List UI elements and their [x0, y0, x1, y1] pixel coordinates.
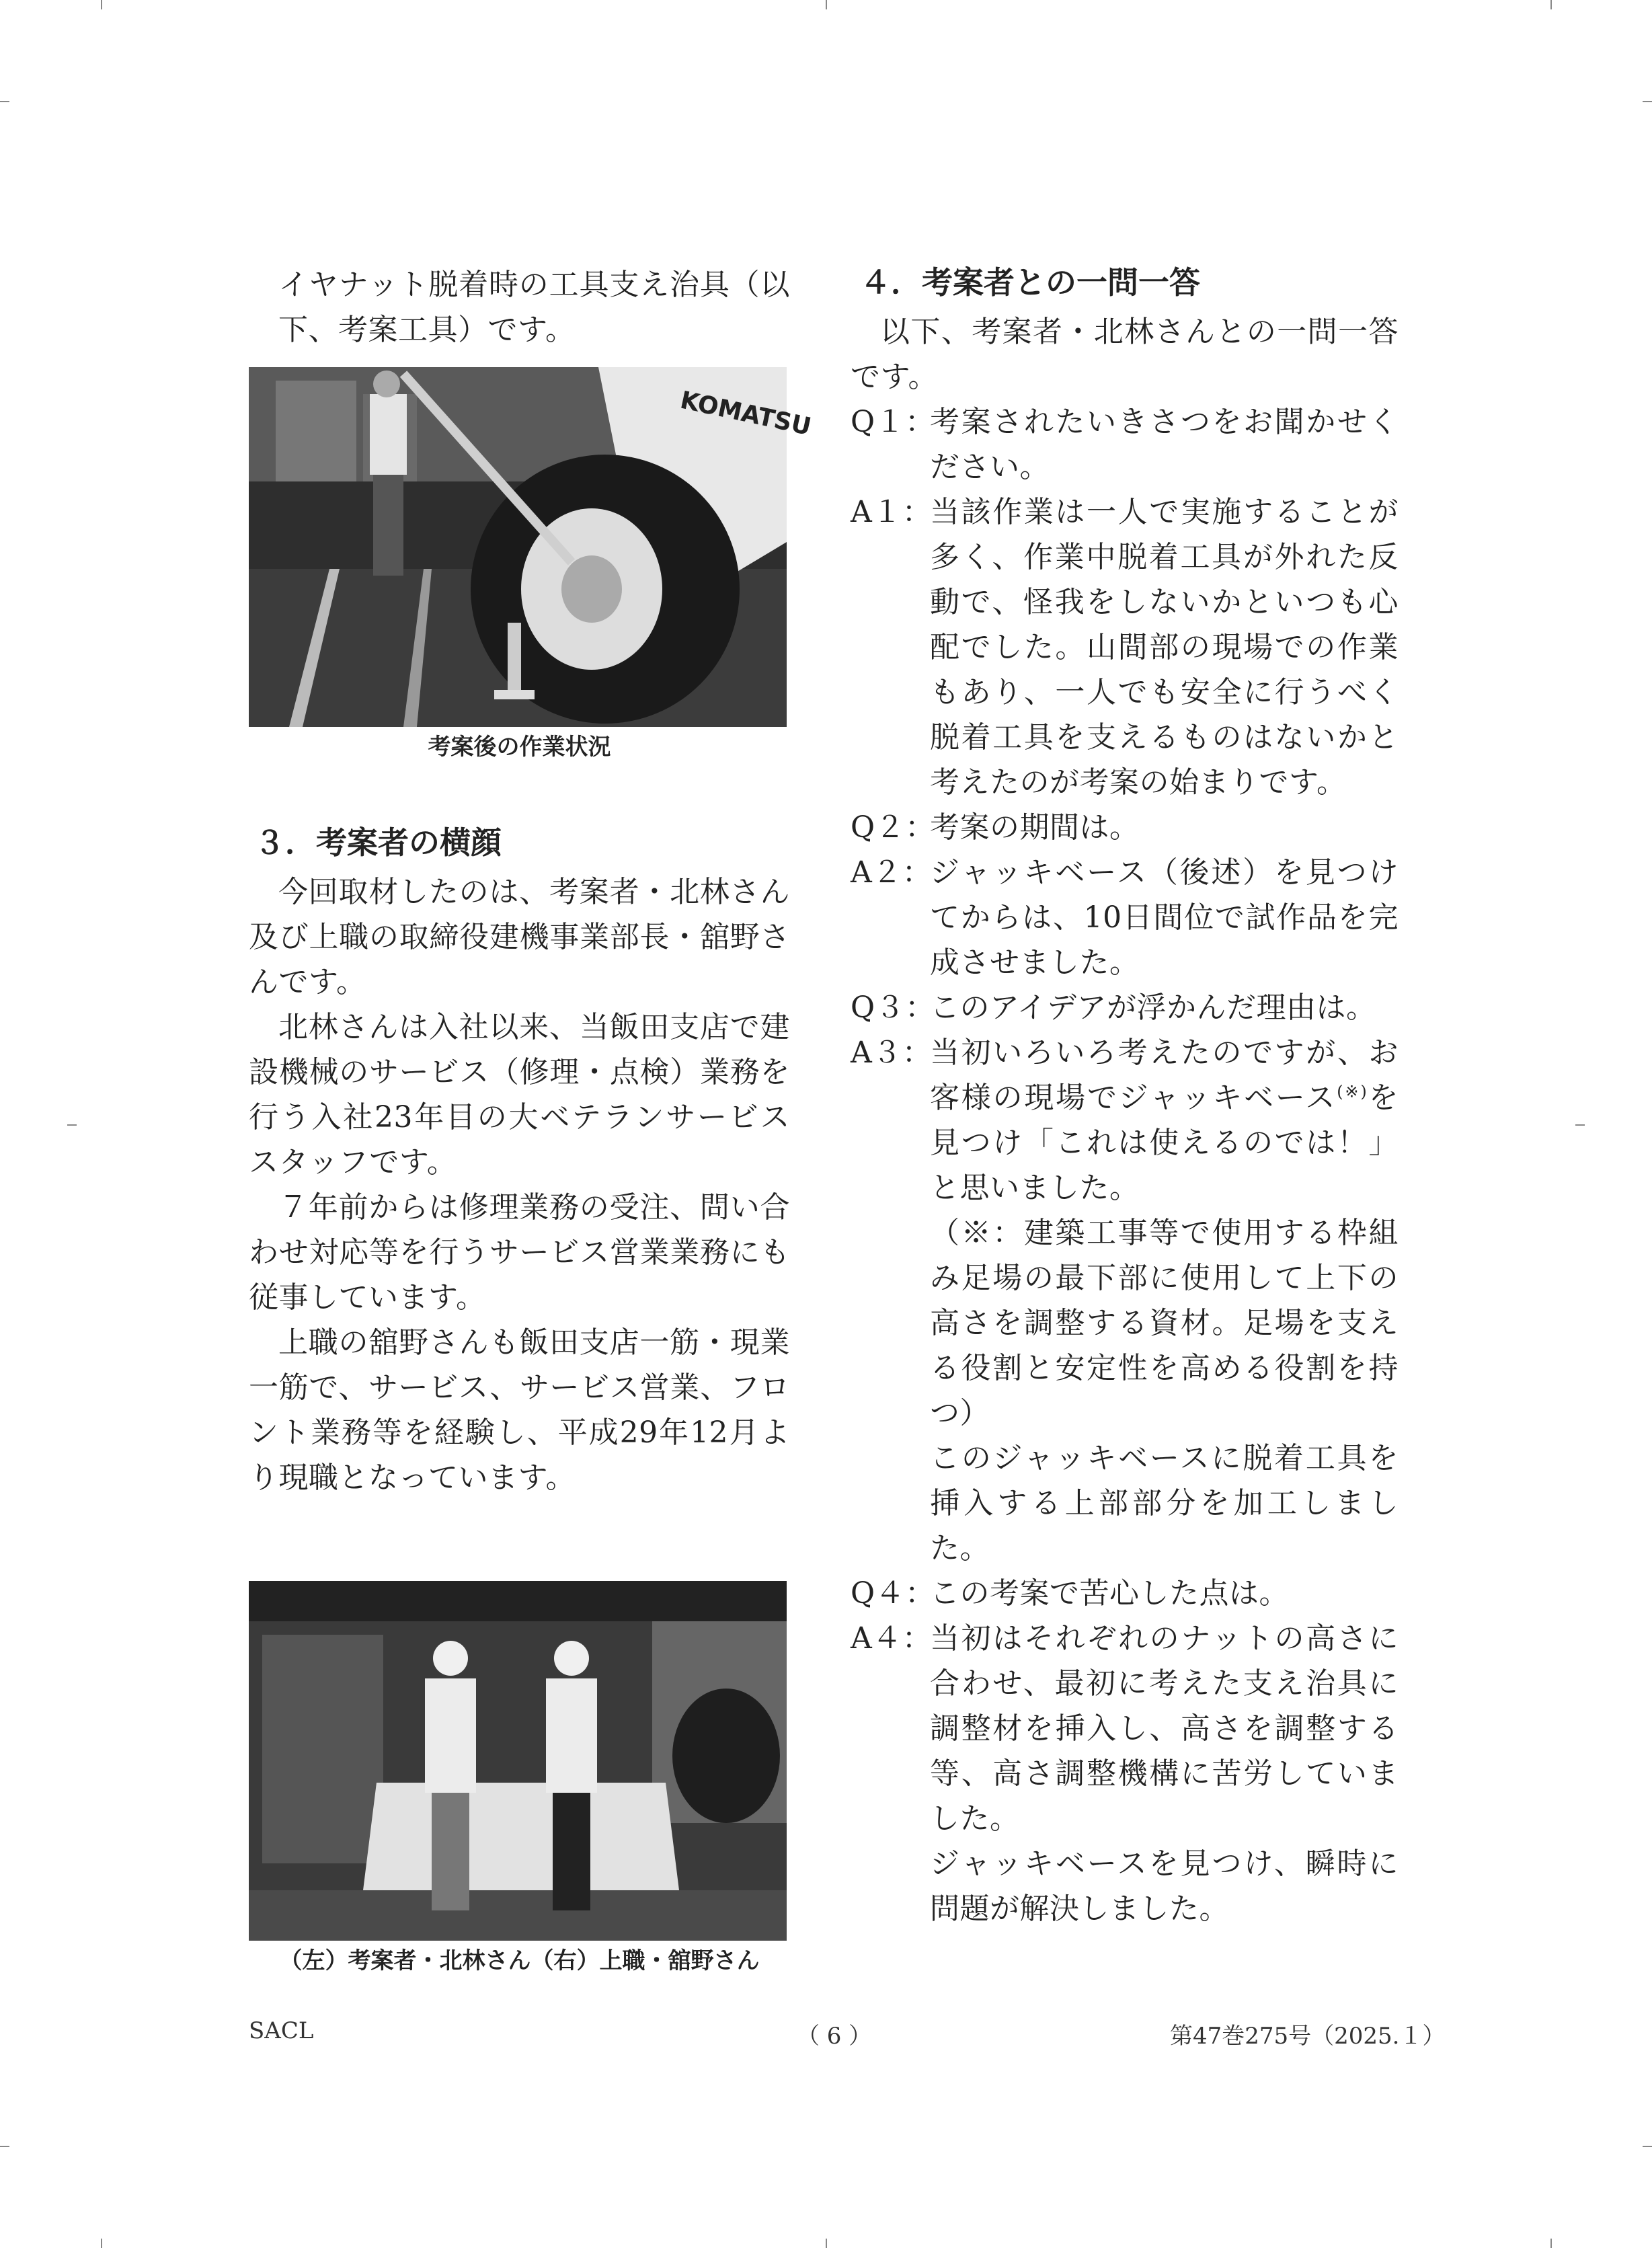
crop-mark: [1643, 2146, 1652, 2147]
crop-mark: [0, 101, 9, 102]
crop-mark: [1575, 1124, 1585, 1126]
footer-journal: SACL: [249, 2017, 314, 2044]
section3-paragraph: ７年前からは修理業務の受注、問い合わせ対応等を行うサービス営業業務にも従事しています。: [249, 1190, 790, 1315]
footer-page-number: （ 6 ）: [797, 2023, 872, 2050]
section3-paragraph: 北林さんは入社以来、当飯田支店で建設機械のサービス（修理・点検）業務を行う入社23年目の大ベテランサービススタッフです。: [249, 1010, 790, 1179]
qa-text: 考案の期間は。: [930, 810, 1140, 845]
crop-mark: [101, 2239, 102, 2248]
section4-heading: ４．考案者との一問一答: [860, 264, 1200, 301]
section3-paragraph: 今回取材したのは、考案者・北林さん及び上職の取締役建機事業部長・舘野さんです。: [249, 875, 790, 999]
qa-label: A１：: [851, 495, 933, 529]
qa-item: [851, 490, 1399, 805]
qa-text: 当該作業は一人で実施することが多く、作業中脱着工具が外れた反動で、怪我をしないかといつも心配でした。山間部の現場での作業もあり、一人でも安全に行うべく脱着工具を支えるものはないかと考えたのが考案の始まりです。: [930, 495, 1399, 800]
qa-label: Q３：: [851, 991, 935, 1025]
a3-text-before: 当初いろいろ考えたのですが、お客様の現場でジャッキベース: [930, 1036, 1399, 1115]
right-column: [851, 262, 1399, 1931]
a4-continuation: ジャッキベースを見つけ、瞬時に問題が解決しました。: [930, 1847, 1399, 1926]
a3-continuation: このジャッキベースに脱着工具を挿入する上部部分を加工しました。: [930, 1441, 1399, 1565]
crop-mark: [0, 2146, 9, 2147]
qa-text: ジャッキベース（後述）を見つけてからは、10日間位で試作品を完成させました。: [930, 855, 1399, 980]
qa-item: [851, 805, 1399, 850]
qa-text: この考案で苦心した点は。: [930, 1576, 1289, 1611]
brand-text: KOMATSU: [678, 386, 814, 441]
a3-note: （※：建築工事等で使用する枠組み足場の最下部に使用して上下の高さを調整する資材。足場を支える役割と安定性を高める役割を持つ）: [930, 1216, 1399, 1430]
qa-item: [851, 985, 1399, 1030]
qa-label: A３：: [851, 1036, 933, 1070]
qa-label: Q２：: [851, 810, 935, 845]
qa-label: A２：: [851, 855, 933, 890]
crop-mark: [101, 0, 102, 9]
qa-text: [930, 1030, 1399, 1210]
qa-label: Q４：: [851, 1576, 935, 1611]
qa-item-a3: [851, 1030, 1399, 1210]
qa-item: [851, 1571, 1399, 1616]
photo1-caption: 考案後の作業状況: [428, 734, 611, 761]
crop-mark: [1643, 101, 1652, 102]
qa-label: A４：: [851, 1621, 933, 1656]
qa-item: [851, 850, 1399, 985]
intro-paragraph: イヤナット脱着時の工具支え治具（以下、考案工具）です。: [278, 268, 790, 347]
photo2-caption: （左）考案者・北林さん（右）上職・舘野さん: [279, 1947, 760, 1974]
footnote-mark: (※): [1337, 1082, 1368, 1101]
qa-item: [851, 399, 1399, 490]
qa-item: [851, 1616, 1399, 1841]
section3-paragraph: 上職の舘野さんも飯田支店一筋・現業一筋で、サービス、サービス営業、フロント業務等を経験し、平成29年12月より現職となっています。: [249, 1325, 790, 1495]
qa-label: Q１：: [851, 405, 935, 439]
photo-wheel-loader-illustration: [249, 367, 814, 727]
photo-two-staff-illustration: [249, 1581, 787, 1941]
a3-text-after: を見つけ「これは使えるのでは！」と思いました。: [930, 1081, 1399, 1205]
crop-mark: [1550, 0, 1552, 9]
left-column: [249, 262, 814, 1977]
qa-text: 当初はそれぞれのナットの高さに合わせ、最初に考えた支え治具に調整材を挿入し、高さを調整する等、高さ調整機構に苦労していました。: [930, 1621, 1399, 1836]
section4-intro: 以下、考案者・北林さんとの一問一答です。: [851, 315, 1399, 394]
photo-staff-portrait: [249, 1581, 787, 1941]
crop-mark: [826, 0, 827, 9]
qa-text: 考案されたいきさつをお聞かせください。: [930, 405, 1399, 484]
crop-mark: [1550, 2239, 1552, 2248]
section3-heading: ３．考案者の横顔: [254, 824, 502, 861]
photo-work-after: [249, 367, 814, 727]
qa-text: このアイデアが浮かんだ理由は。: [930, 991, 1376, 1025]
crop-mark: [826, 2239, 827, 2248]
crop-mark: [67, 1124, 77, 1126]
footer-issue: 第47巻275号（2025.１）: [1170, 2023, 1446, 2050]
